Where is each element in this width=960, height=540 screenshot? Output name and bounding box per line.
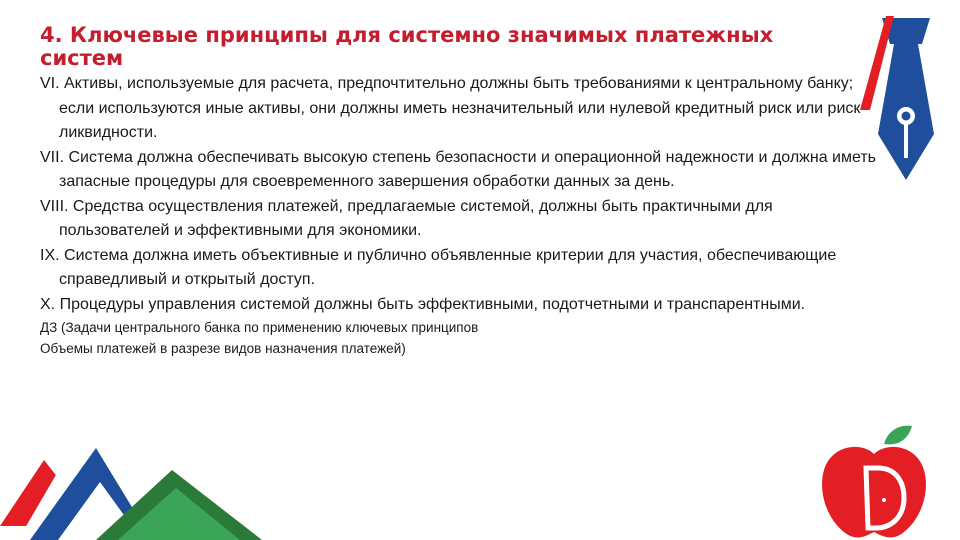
apple-logo (818, 424, 930, 540)
slide-body (40, 72, 882, 359)
slide-title: 4. Ключевые принципы для системно значимых платежных систем (40, 23, 774, 70)
principle-ix: IX. Система должна иметь объективные и публично объявленные критерии для участия, обеспечивающие справедливый и открытый доступ. (40, 246, 837, 288)
principle-viii: VIII. Средства осуществления платежей, предлагаемые системой, должны быть практичными для пользователей и эффективными для экономики. (40, 197, 773, 239)
principle-x: X. Процедуры управления системой должны быть эффективными, подотчетными и транспарентными. (40, 295, 806, 313)
homework-line-2: Объемы платежей в разрезе видов назначения платежей) (40, 341, 406, 356)
tie-red-stripe (860, 16, 896, 112)
principle-vi: VI. Активы, используемые для расчета, предпочтительно должны быть требованиями к центральному банку; если используются иные активы, они должны иметь незначительный или нулевой кредитный риск или риск ликвидности. (40, 75, 861, 141)
principle-vii: VII. Система должна обеспечивать высокую степень безопасности и операционной надежности и должна иметь запасные процедуры для своевременного завершения обработки данных за день. (40, 148, 877, 190)
homework-line-1: ДЗ (Задачи центрального банка по применению ключевых принципов (40, 320, 479, 335)
mountains-logo (0, 430, 262, 540)
